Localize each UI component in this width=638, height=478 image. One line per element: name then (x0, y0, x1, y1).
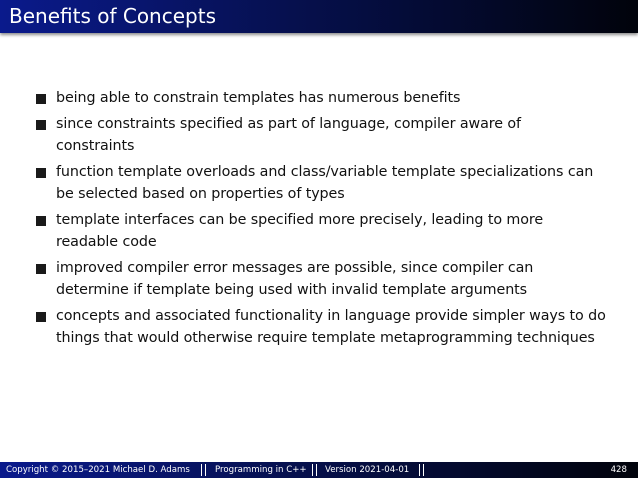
footer-bar (0, 462, 638, 478)
bullet-text: being able to constrain templates has numerous benefits (56, 90, 461, 106)
page-number: 428 (610, 465, 627, 475)
bullet-text: since constraints specified as part of language, compiler aware of constraints (56, 115, 521, 154)
footer-separator-icon (201, 464, 206, 476)
bullet-item (36, 113, 626, 158)
bullet-text: concepts and associated functionality in language provide simpler ways to do things that would otherwise require template metaprogramming techniques (56, 307, 606, 346)
square-bullet-icon (36, 312, 46, 322)
square-bullet-icon (36, 216, 46, 226)
bullet-text: template interfaces can be specified more precisely, leading to more readable code (56, 211, 544, 250)
bullet-item (36, 305, 626, 350)
footer-course: Programming in C++ (215, 465, 307, 475)
square-bullet-icon (36, 168, 46, 178)
footer-copyright: Copyright © 2015–2021 Michael D. Adams (6, 465, 190, 475)
bullet-item (36, 209, 626, 254)
square-bullet-icon (36, 94, 46, 104)
bullet-item (36, 161, 626, 206)
square-bullet-icon (36, 120, 46, 130)
bullet-item (36, 87, 626, 110)
footer-separator-icon (419, 464, 424, 476)
footer-version: Version 2021-04-01 (325, 465, 410, 475)
slide-title: Benefits of Concepts (9, 4, 216, 28)
footer-separator-icon (312, 464, 317, 476)
bullet-text: function template overloads and class/variable template specializations can be selected based on properties of types (56, 163, 594, 202)
bullet-item (36, 257, 626, 302)
square-bullet-icon (36, 264, 46, 274)
title-bar (0, 0, 638, 33)
bullet-list (36, 87, 626, 353)
bullet-text: improved compiler error messages are possible, since compiler can determine if template being used with invalid template arguments (56, 259, 534, 298)
